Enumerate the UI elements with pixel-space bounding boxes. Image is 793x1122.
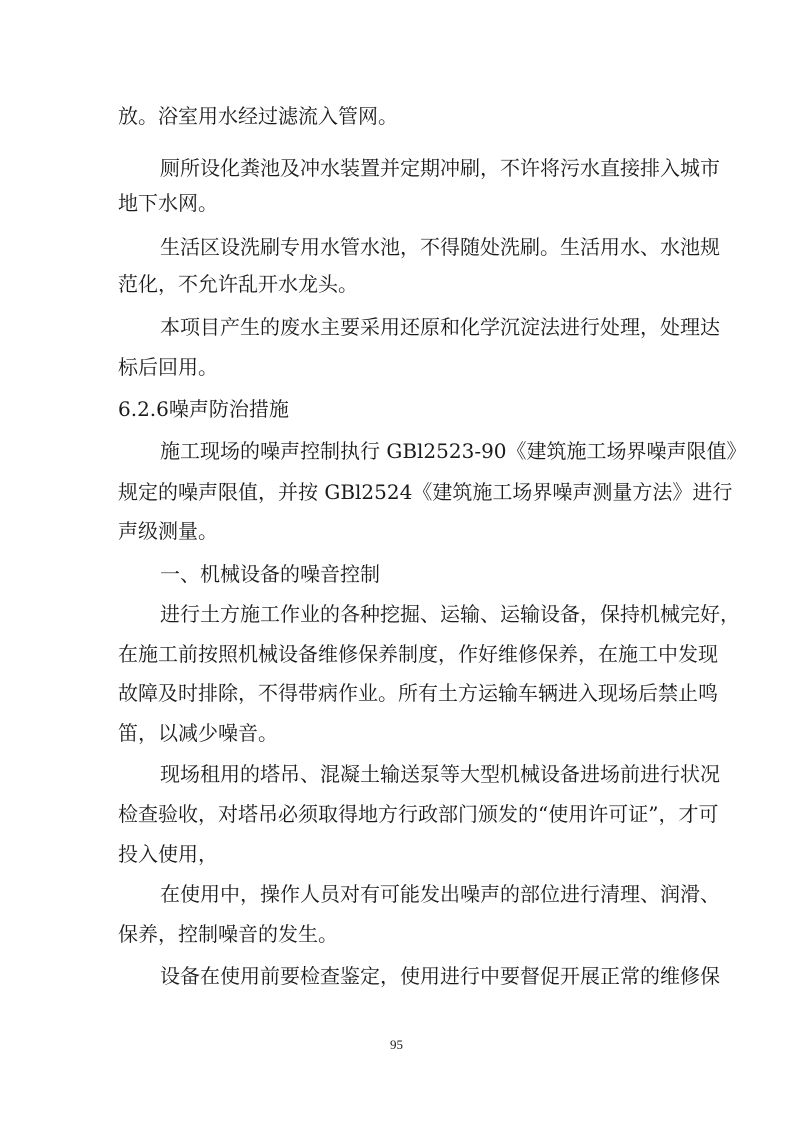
body-line: 在使用中，操作人员对有可能发出噪声的部位进行清理、润滑、 <box>160 882 720 906</box>
body-line: 标后回用。 <box>118 355 218 379</box>
subsection-heading: 一、机械设备的噪音控制 <box>160 562 380 586</box>
body-line: 范化，不允许乱开水龙头。 <box>118 272 358 296</box>
section-heading: 6.2.6噪声防治措施 <box>118 397 289 421</box>
body-line: 进行土方施工作业的各种挖掘、运输、运输设备，保持机械完好， <box>160 602 740 626</box>
page-number: 95 <box>390 1037 403 1052</box>
body-line: 厕所设化粪池及冲水装置并定期冲刷，不许将污水直接排入城市 <box>160 156 720 180</box>
body-line: 地下水网。 <box>118 191 218 215</box>
body-line: 在施工前按照机械设备维修保养制度，作好维修保养，在施工中发现 <box>118 642 718 666</box>
body-line: 放。浴室用水经过滤流入管网。 <box>118 104 398 128</box>
body-line: 保养，控制噪音的发生。 <box>118 922 338 946</box>
body-line: 生活区设洗刷专用水管水池，不得随处洗刷。生活用水、水池规 <box>160 235 720 259</box>
body-line: 投入使用， <box>118 842 218 866</box>
body-line: 本项目产生的废水主要采用还原和化学沉淀法进行处理，处理达 <box>160 315 720 339</box>
body-line: 规定的噪声限值，并按 GBl2524《建筑施工场界噪声测量方法》进行 <box>118 480 733 504</box>
body-line: 故障及时排除，不得带病作业。所有土方运输车辆进入现场后禁止鸣 <box>118 681 718 705</box>
body-line: 现场租用的塔吊、混凝土输送泵等大型机械设备进场前进行状况 <box>160 762 720 786</box>
body-line: 声级测量。 <box>118 519 218 543</box>
body-line: 笛，以减少噪音。 <box>118 721 278 745</box>
body-line: 施工现场的噪声控制执行 GBl2523-90《建筑施工场界噪声限值》 <box>160 439 747 463</box>
body-line: 检查验收，对塔吊必须取得地方行政部门颁发的“使用许可证”，才可 <box>118 802 719 826</box>
body-line: 设备在使用前要检查鉴定，使用进行中要督促开展正常的维修保 <box>160 964 720 988</box>
